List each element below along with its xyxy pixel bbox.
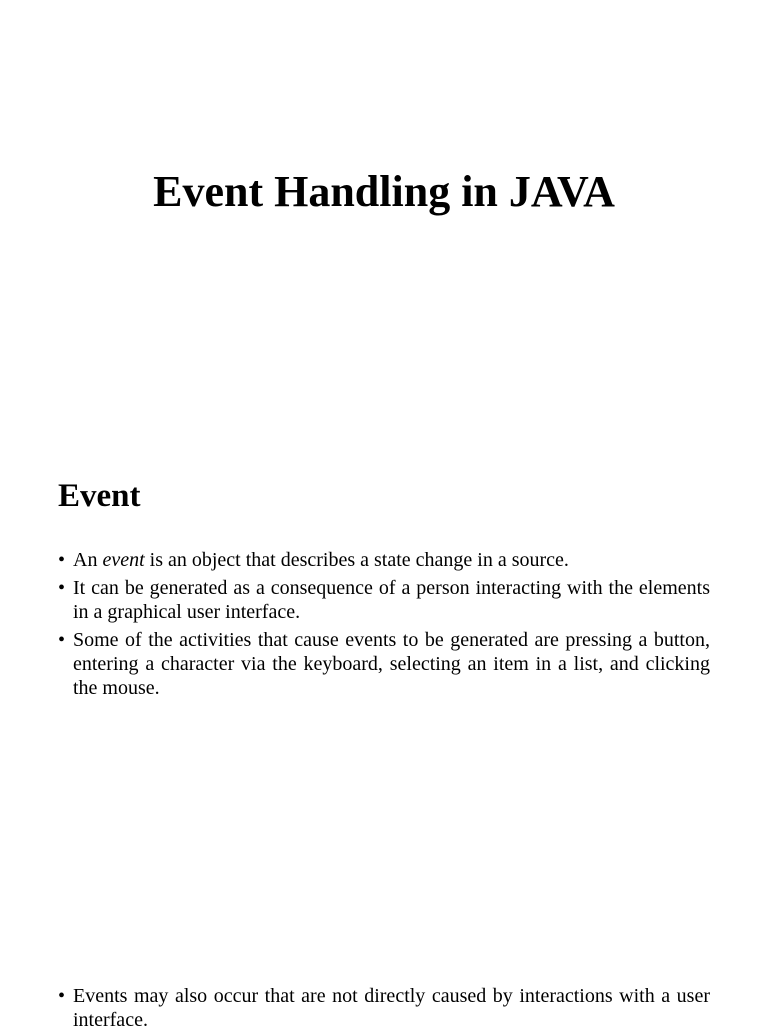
bullet-text: It can be generated as a consequence of a person interacting with the elements in a graphical user interface. [73, 577, 710, 623]
bullet-item [58, 548, 710, 572]
bullet-text-suffix: is an object that describes a state change in a source. [144, 549, 569, 571]
bullet-item [58, 984, 710, 1032]
bullet-dot-icon: • [58, 985, 66, 1007]
bullet-item [58, 628, 710, 700]
bullet-dot-icon: • [58, 549, 66, 571]
bullet-text: Some of the activities that cause events to be generated are pressing a button, entering a character via the keyboard, selecting an item in a list, and clicking the mouse. [73, 629, 710, 699]
bullet-item [58, 576, 710, 624]
bullet-text: Events may also occur that are not directly caused by interactions with a user interface. [73, 985, 710, 1031]
slide-title: Event Handling in JAVA [153, 167, 615, 216]
event-bullet-list [58, 548, 710, 704]
bullet-dot-icon: • [58, 577, 66, 599]
bullet-text-prefix: An [73, 549, 103, 571]
bullet-dot-icon: • [58, 629, 66, 651]
bullet-text-emphasis: event [102, 549, 145, 571]
section-heading-event: Event [58, 478, 141, 514]
continued-bullet-list [58, 984, 710, 1036]
